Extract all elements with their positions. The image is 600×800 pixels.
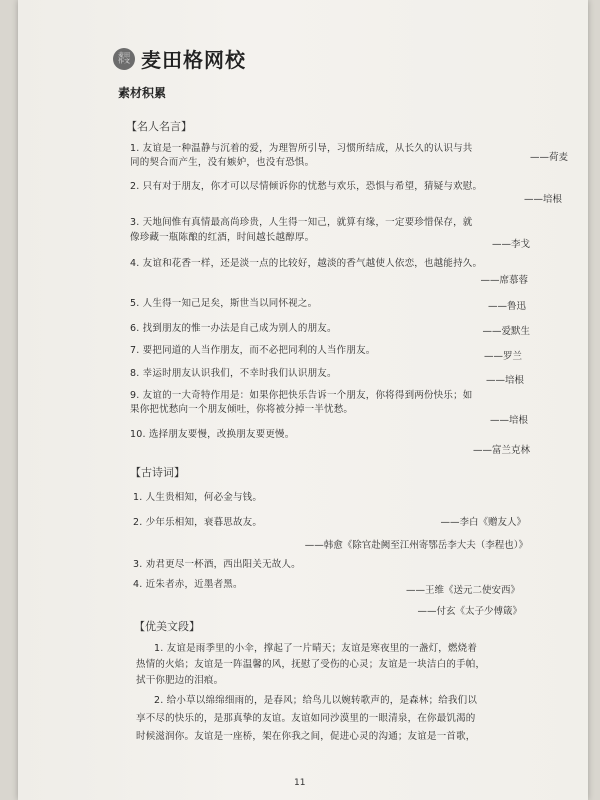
passage-line: 2. 给小草以绵绵细雨的，是春风；给鸟儿以婉转歌声的，是森林；给我们以 [154,695,478,706]
poem-line: 2. 少年乐相知，衰暮思故友。 [133,517,263,528]
quote-line: 6. 找到朋友的惟一办法是自己成为别人的朋友。 [130,323,337,334]
famous-quotes-heading: 【名人名言】 [126,120,192,133]
quote-author: ——荷麦 [529,152,568,163]
poem-line: 1. 人生贵相知，何必金与钱。 [133,492,263,503]
brand-header [113,44,246,73]
quote-author: ——培根 [489,415,528,426]
passage-line: 拭干你肥边的泪痕。 [136,675,224,686]
quote-author: ——培根 [523,194,562,205]
quote-author: ——李戈 [491,239,530,250]
passages-heading: 【优美文段】 [134,620,200,633]
brand-name: 麦田格网校 [141,48,246,72]
quote-author: ——培根 [485,375,524,386]
page-number: 11 [294,778,306,788]
passage-line: 1. 友谊是雨季里的小伞，撑起了一片晴天；友谊是寒夜里的一盏灯，燃烧着 [154,643,478,654]
quote-line: 5. 人生得一知己足矣，斯世当以同怀视之。 [130,298,318,309]
quote-line: 7. 要把同道的人当作朋友，而不必把同利的人当作朋友。 [130,345,376,356]
quote-line: 2. 只有对于朋友，你才可以尽情倾诉你的忧愁与欢乐，恐惧与希望，猜疑与欢慰。 [130,181,483,192]
quote-author: ——罗兰 [483,351,522,362]
passage-line: 时候滋润你。友谊是一座桥，架在你我之间，促进心灵的沟通；友谊是一首歌， [136,731,476,742]
quote-author: ——席慕蓉 [480,275,528,286]
poems-heading: 【古诗词】 [130,466,185,479]
quote-line: 8. 幸运时朋友认识我们，不幸时我们认识朋友。 [130,368,337,379]
passage-line: 热情的火焰；友谊是一阵温馨的风，抚慰了受伤的心灵；友谊是一块洁白的手帕， [136,659,486,670]
quote-line: 像珍藏一瓶陈酿的红酒，时间越长越醇厚。 [130,232,315,243]
quote-line: 4. 友谊和花香一样，还是淡一点的比较好，越淡的香气越使人依恋，也越能持久。 [130,258,483,269]
brand-logo-icon: 麦田 作文 [113,48,135,70]
poem-line: 3. 劝君更尽一杯酒，西出阳关无故人。 [133,559,301,570]
quote-line: 1. 友谊是一种温静与沉着的爱，为理智所引导，习惯所结成，从长久的认识与共 [130,143,473,154]
poem-author: ——李白《赠友人》 [440,517,526,528]
poem-line: 4. 近朱者赤，近墨者黑。 [133,579,243,590]
document-page [18,0,588,800]
quote-author: ——爱默生 [482,326,530,337]
quote-line: 果你把忧愁向一个朋友倾吐，你将被分掉一半忧愁。 [130,404,354,415]
poem-author: ——王维《送元二使安西》 [405,585,520,596]
quote-author: ——富兰克林 [472,445,530,456]
passage-line: 享不尽的快乐的，是那真挚的友谊。友谊如同沙漠里的一眼清泉，在你最饥渴的 [136,713,476,724]
quote-line: 10. 选择朋友要慢，改换朋友要更慢。 [130,429,295,440]
quote-line: 9. 友谊的一大奇特作用是：如果你把快乐告诉一个朋友，你将得到两份快乐；如 [130,390,473,401]
poem-author: ——韩愈《除官赴阙至江州寄鄂岳李大夫（李程也）》 [304,540,528,551]
poem-author: ——付玄《太子少傅箴》 [417,606,522,617]
section-title: 素材积累 [118,86,167,100]
quote-author: ——鲁迅 [487,301,526,312]
quote-line: 3. 天地间惟有真情最高尚珍贵，人生得一知己，就算有缘，一定要珍惜保存，就 [130,217,473,228]
quote-line: 同的契合而产生，没有嫉妒，也没有恐惧。 [130,157,315,168]
